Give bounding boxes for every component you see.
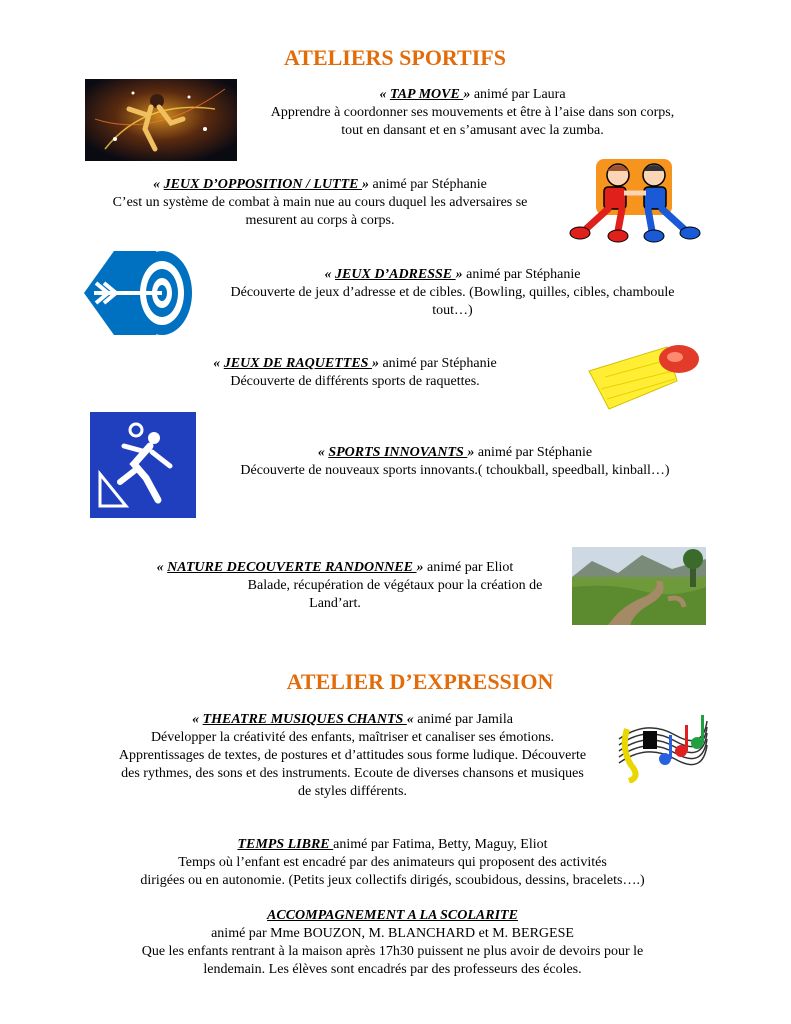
close-quote: » — [463, 87, 471, 102]
description-line: Découverte de nouveaux sports innovants.( tchoukball, speedball, kinball…) — [240, 463, 670, 478]
close-quote: » — [455, 267, 463, 282]
description-line: Apprentissages de textes, de postures et d’attitudes sous forme ludique. Découverte — [118, 748, 587, 763]
description-line: Découverte de jeux d’adresse et de cibles. (Bowling, quilles, cibles, chamboule — [230, 285, 675, 300]
description-line: des rythmes, des sons et des instruments. Ecoute de diverses chansons et musiques — [121, 766, 584, 781]
close-quote: » — [416, 560, 424, 575]
open-quote: « — [192, 712, 203, 727]
temps-libre-block — [95, 836, 690, 890]
innovants-block — [205, 444, 705, 480]
description-line: animé par Mme BOUZON, M. BLANCHARD et M. BERGESE — [211, 926, 574, 941]
activity-leader: animé par Stéphanie — [378, 356, 497, 371]
close-quote: » — [362, 177, 370, 192]
scolarite-block — [95, 907, 690, 979]
adresse-block — [200, 266, 705, 320]
open-quote: « — [379, 87, 390, 102]
activity-leader: animé par Stéphanie — [462, 267, 581, 282]
description-line: tout…) — [432, 303, 473, 318]
activity-leader: animé par Eliot — [423, 560, 514, 575]
wrestlers-icon — [566, 157, 704, 243]
target-icon — [84, 251, 194, 335]
sport-pictogram-icon — [90, 412, 196, 518]
close-quote: « — [406, 712, 414, 727]
activity-leader: animé par Laura — [470, 87, 566, 102]
activity-name: JEUX D’OPPOSITION / LUTTE — [163, 177, 363, 192]
activity-leader: animé par Stéphanie — [474, 445, 593, 460]
description-line: de styles différents. — [298, 784, 407, 799]
description-line: Balade, récupération de végétaux pour la création de — [247, 578, 543, 593]
description-line: Que les enfants rentrant à la maison après 17h30 puissent ne plus avoir de devoirs pour le — [141, 944, 644, 959]
section-title-expression: ATELIER D’EXPRESSION — [286, 669, 554, 694]
description-line: Temps où l’enfant est encadré par des animateurs qui proposent des activités — [178, 855, 607, 870]
description-line: Land’art. — [309, 596, 361, 611]
activity-name: THEATRE MUSIQUES CHANTS — [202, 712, 407, 727]
open-quote: « — [213, 356, 224, 371]
music-notes-icon — [617, 709, 709, 783]
section-title-sportifs: ATELIERS SPORTIFS — [284, 45, 506, 70]
activity-name: TAP MOVE — [389, 87, 464, 102]
description-line: lendemain. Les élèves sont encadrés par des professeurs des écoles. — [203, 962, 582, 977]
open-quote: « — [317, 445, 329, 460]
activity-name: ACCOMPAGNEMENT A LA SCOLARITE — [267, 908, 518, 923]
open-quote: « — [153, 177, 164, 192]
open-quote: « — [156, 560, 168, 575]
description-line: C’est un système de combat à main nue au cours duquel les adversaires se — [112, 195, 528, 210]
close-quote: » — [371, 356, 379, 371]
theatre-block — [85, 711, 620, 801]
trail-photo — [572, 547, 706, 625]
description-line: dirigées ou en autonomie. (Petits jeux collectifs dirigés, scoubidous, dessins, bracelets….) — [140, 873, 645, 888]
activity-leader: animé par Jamila — [413, 712, 513, 727]
opposition-block — [75, 176, 565, 230]
raquettes-block — [185, 355, 525, 391]
activity-name: SPORTS INNOVANTS — [328, 445, 468, 460]
description-line: Découverte de différents sports de raquettes. — [230, 374, 480, 389]
open-quote: « — [324, 267, 336, 282]
dancer-photo — [85, 79, 237, 161]
description-line: mesurent au corps à corps. — [245, 213, 395, 228]
description-line: Développer la créativité des enfants, maîtriser et canaliser ses émotions. — [150, 730, 555, 745]
shuttlecock-icon — [585, 337, 707, 415]
activity-name: TEMPS LIBRE — [237, 837, 334, 852]
activity-name: NATURE DECOUVERTE RANDONNEE — [167, 560, 417, 575]
nature-block — [110, 559, 560, 613]
activity-name: JEUX DE RAQUETTES — [223, 356, 372, 371]
description-line: tout en dansant et en s’amusant avec la zumba. — [341, 123, 604, 138]
activity-leader: animé par Fatima, Betty, Maguy, Eliot — [333, 837, 548, 852]
description-line: Apprendre à coordonner ses mouvements et être à l’aise dans son corps, — [270, 105, 675, 120]
activity-leader: animé par Stéphanie — [369, 177, 487, 192]
tapmove-block — [240, 86, 705, 140]
close-quote: » — [467, 445, 475, 460]
activity-name: JEUX D’ADRESSE — [335, 267, 456, 282]
